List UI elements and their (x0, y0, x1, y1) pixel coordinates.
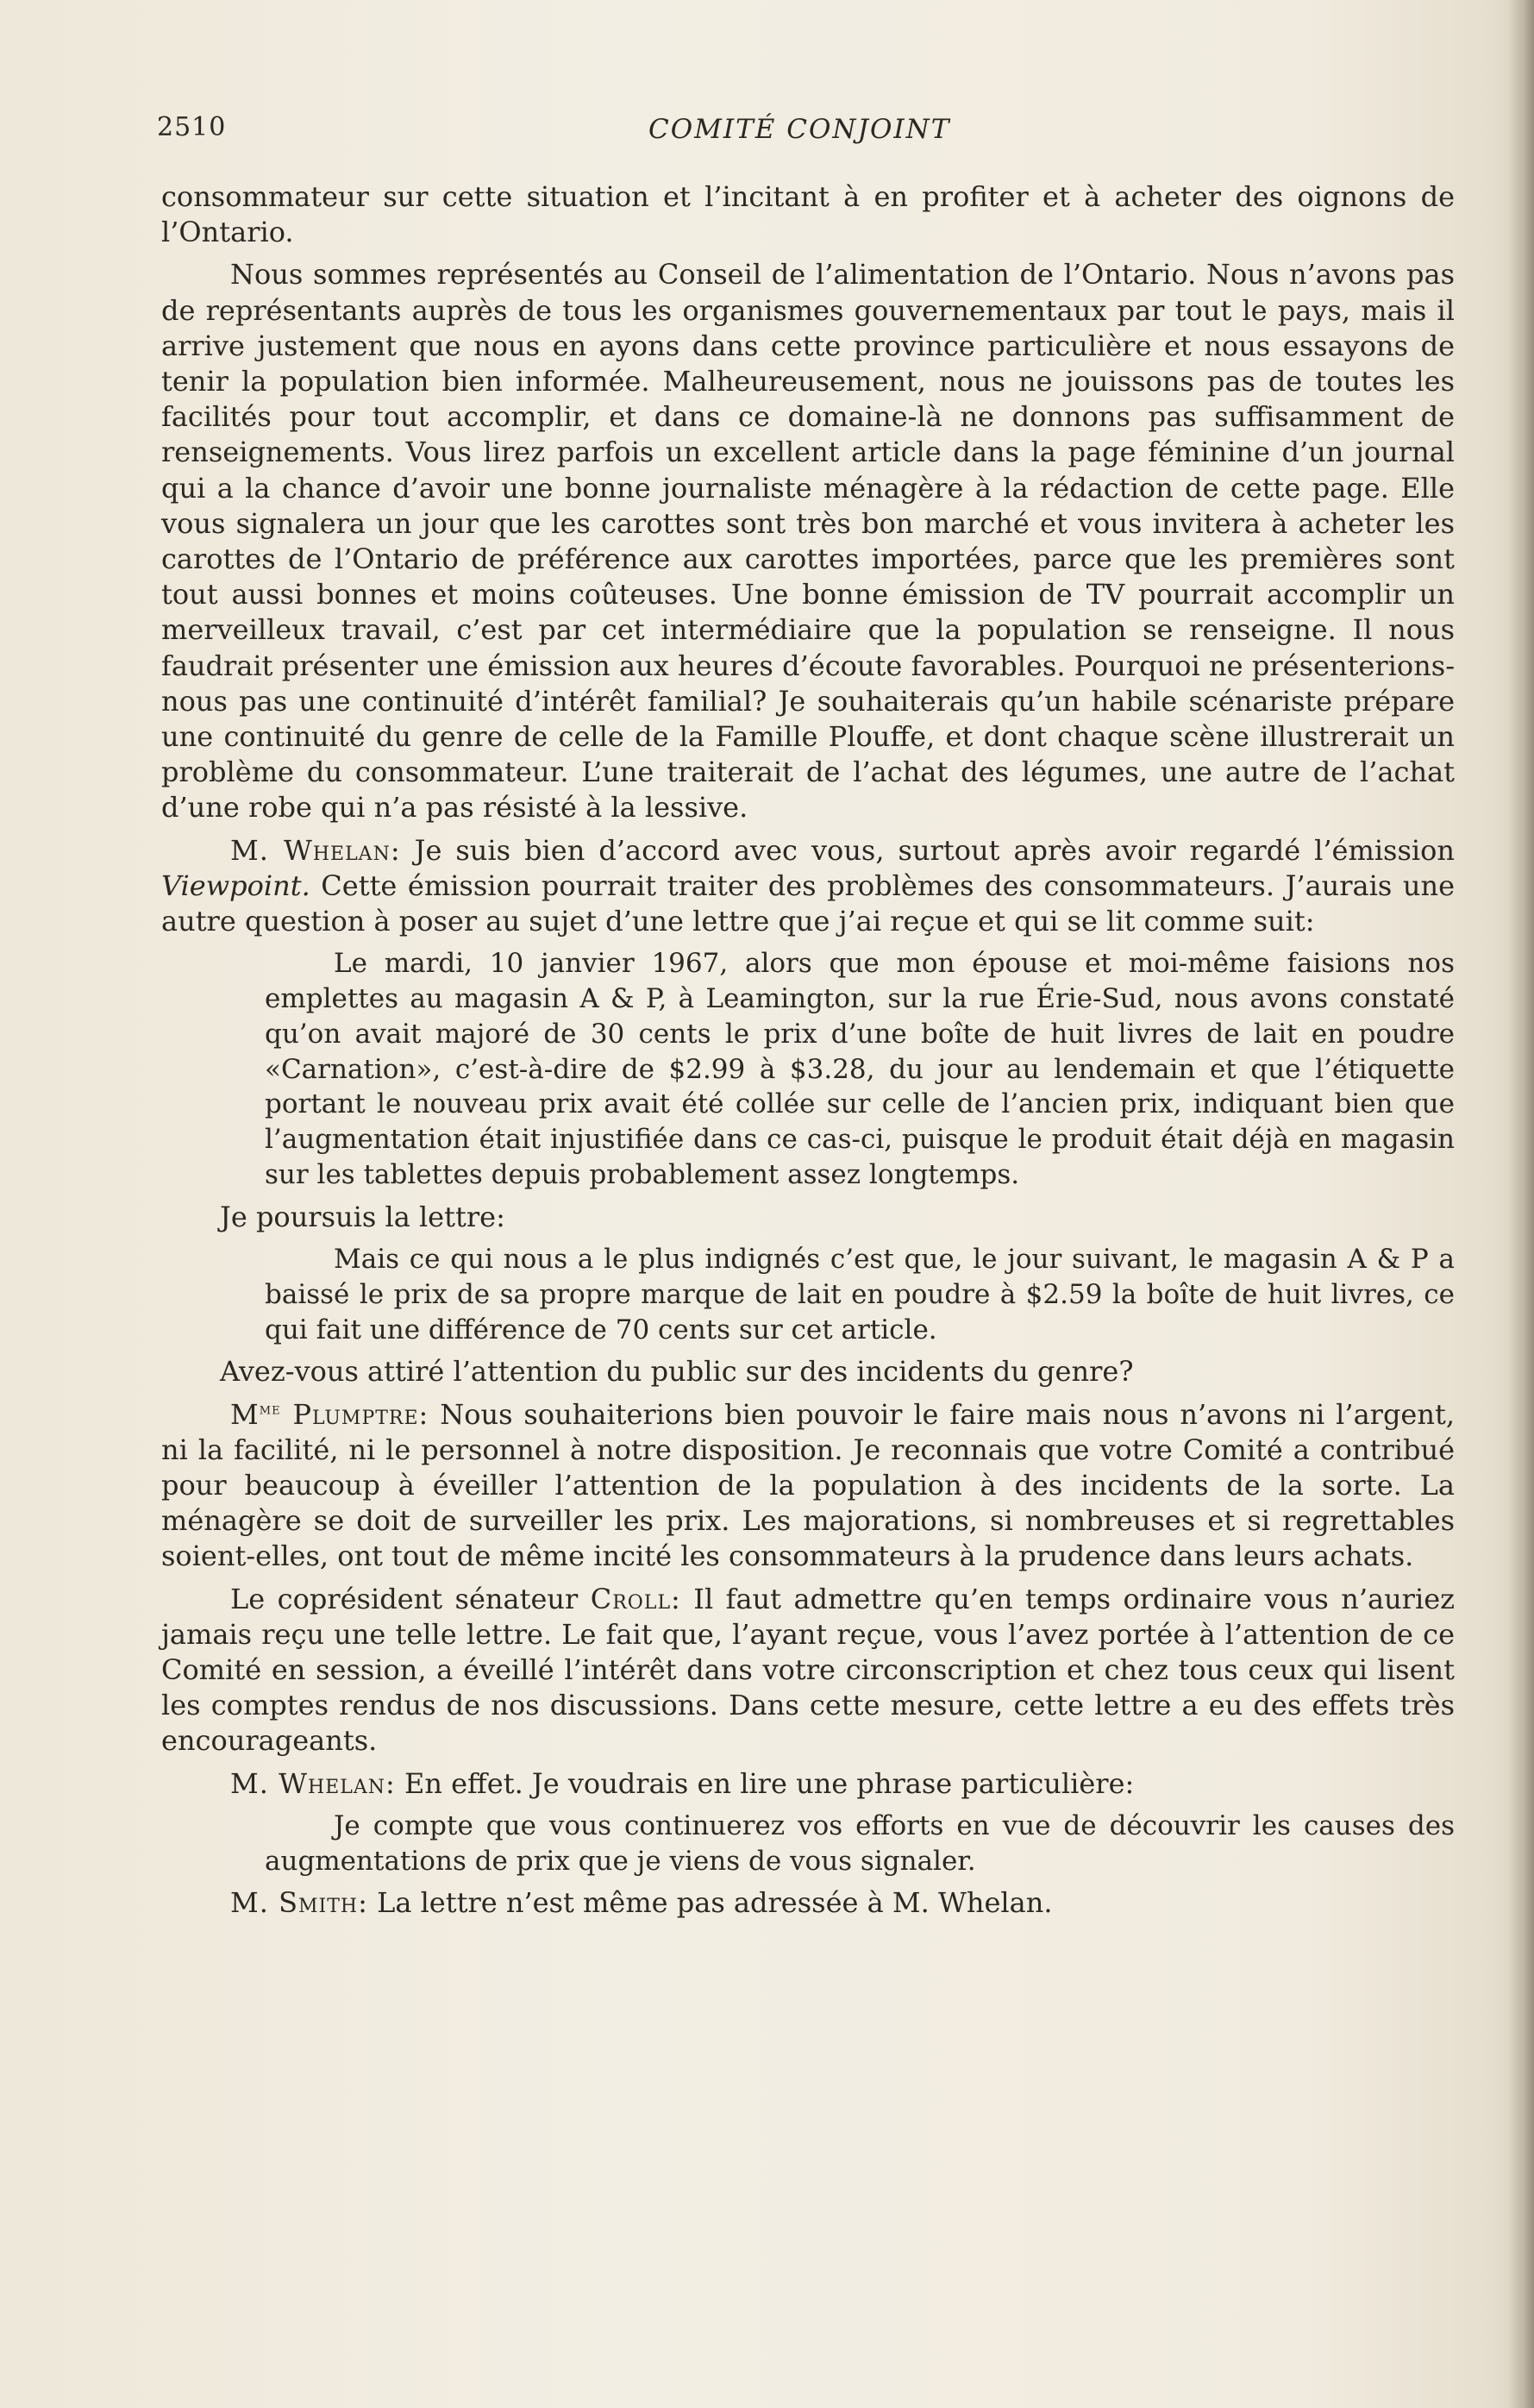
paragraph-text: Cette émission pourrait traiter des problèmes des consommateurs. J’aurais une autre question à poser au sujet d’une lettre que j’ai reçue et qui se lit comme suit: (161, 869, 1455, 938)
page-header (157, 103, 1450, 155)
question-line: Avez-vous attiré l’attention du public sur des incidents du genre? (220, 1355, 1134, 1389)
speaker-name: Croll: (590, 1582, 681, 1615)
paragraph-croll-remark (161, 1582, 1455, 1759)
paragraph-text: En effet. Je voudrais en lire une phrase particulière: (395, 1766, 1135, 1800)
paragraph-continuation: consommateur sur cette situation et l’incitant à en profiter et à acheter des oignons de l’Ontario. (161, 180, 1455, 249)
letter-quote-1: Le mardi, 10 janvier 1967, alors que mon épouse et moi-même faisions nos emplettes au magasin A & P, à Leamington, sur la rue Érie-Sud, nous avons constaté qu’on avait majoré de 30 cents le prix d’une boîte de huit livres de lait en poudre «Carnation», c’est-à-dire de $2.99 à $3.28, du jour au lendemain et que l’étiquette portant le nouveau prix avait été collée sur celle de l’ancien prix, indiquant bien que l’augmentation était injustifiée dans ce cas-ci, puisque le produit était déjà en magasin sur les tablettes depuis probablement assez longtemps. (265, 948, 1455, 1191)
speaker-name: M. Smith: (230, 1886, 368, 1920)
paragraph-text: Je suis bien d’accord avec vous, surtout après avoir regardé l’émission (400, 833, 1455, 867)
paragraph-whelan-letter-intro (161, 833, 1455, 940)
letter-quote-2: Mais ce qui nous a le plus indignés c’est que, le jour suivant, le magasin A & P a baissé le prix de sa propre marque de lait en poudre à $2.59 la boîte de huit livres, ce qui fait une différence de 70 cents sur cet article. (265, 1244, 1455, 1345)
program-title: Viewpoint. (161, 869, 310, 902)
letter-quote-3: Je compte que vous continuerez vos efforts en vue de découvrir les causes des augmentations de prix que je viens de vous signaler. (265, 1809, 1455, 1877)
paragraph-text: Nous souhaiterions bien pouvoir le faire mais nous n’avons ni l’argent, ni la facilité, ni le personnel à notre disposition. Je reconnais que votre Comité a contribué pour beaucoup à éveiller l’attention de la population à des incidents de la sorte. La ménagère se doit de surveiller les prix. Les majorations, si nombreuses et si regrettables soient-elles, ont tout de même incité les consommateurs à la prudence dans leurs achats. (161, 1397, 1456, 1573)
speaker-prefix: Le coprésident sénateur (230, 1582, 591, 1615)
speaker-name (230, 1398, 429, 1431)
page-edge-shadow (1508, 0, 1534, 2408)
page-body (161, 179, 1455, 1928)
paragraph-plumptre-answer (161, 1397, 1455, 1575)
letter-continuation-note: Je poursuis la lettre: (220, 1200, 505, 1233)
paragraph-text: Il faut admettre qu’en temps ordinaire vous n’auriez jamais reçu une telle lettre. Le fait que, l’ayant reçue, vous l’avez portée à l’attention de ce Comité en session, a éveillé l’intérêt dans votre circonscription et chez tous ceux qui lisent les comptes rendus de nos discussions. Dans cette mesure, cette lettre a eu des effets très encourageants. (161, 1582, 1455, 1758)
paragraph-smith-remark (161, 1885, 1455, 1921)
running-title: COMITÉ CONJOINT (648, 114, 951, 145)
speaker-title-superscript: me (259, 1399, 281, 1418)
speaker-name: M. Whelan: (230, 833, 401, 867)
speaker-surname: Plumptre: (280, 1397, 429, 1431)
speaker-name: M. Whelan: (230, 1766, 396, 1800)
speaker-title: M (230, 1397, 260, 1431)
page-number: 2510 (157, 112, 227, 142)
paragraph-ontario-food-council: Nous sommes représentés au Conseil de l’alimentation de l’Ontario. Nous n’avons pas de représentants auprès de tous les organismes gouvernementaux par tout le pays, mais il arrive justement que nous en ayons dans cette province particulière et nous essayons de tenir la population bien informée. Malheureusement, nous ne jouissons pas de toutes les facilités pour tout accomplir, et dans ce domaine-là ne donnons pas suffisamment de renseignements. Vous lirez parfois un excellent article dans la page féminine d’un journal qui a la chance d’avoir une bonne journaliste ménagère à la rédaction de cette page. Elle vous signalera un jour que les carottes sont très bon marché et vous invitera à acheter les carottes de l’Ontario de préférence aux carottes importées, parce que les premières sont tout aussi bonnes et moins coûteuses. Une bonne émission de TV pourrait accomplir un merveilleux travail, c’est par cet intermédiaire que la population se renseigne. Il nous faudrait présenter une émission aux heures d’écoute favorables. Pourquoi ne présenterions-nous pas une continuité d’intérêt familial? Je souhaiterais qu’un habile scénariste prépare une continuité du genre de celle de la Famille Plouffe, et dont chaque scène illustrerait un problème du consommateur. L’une traiterait de l’achat des légumes, une autre de l’achat d’une robe qui n’a pas résisté à la lessive. (161, 258, 1455, 825)
paragraph-whelan-reply (161, 1766, 1455, 1802)
paragraph-text: La lettre n’est même pas adressée à M. Whelan. (367, 1886, 1053, 1920)
